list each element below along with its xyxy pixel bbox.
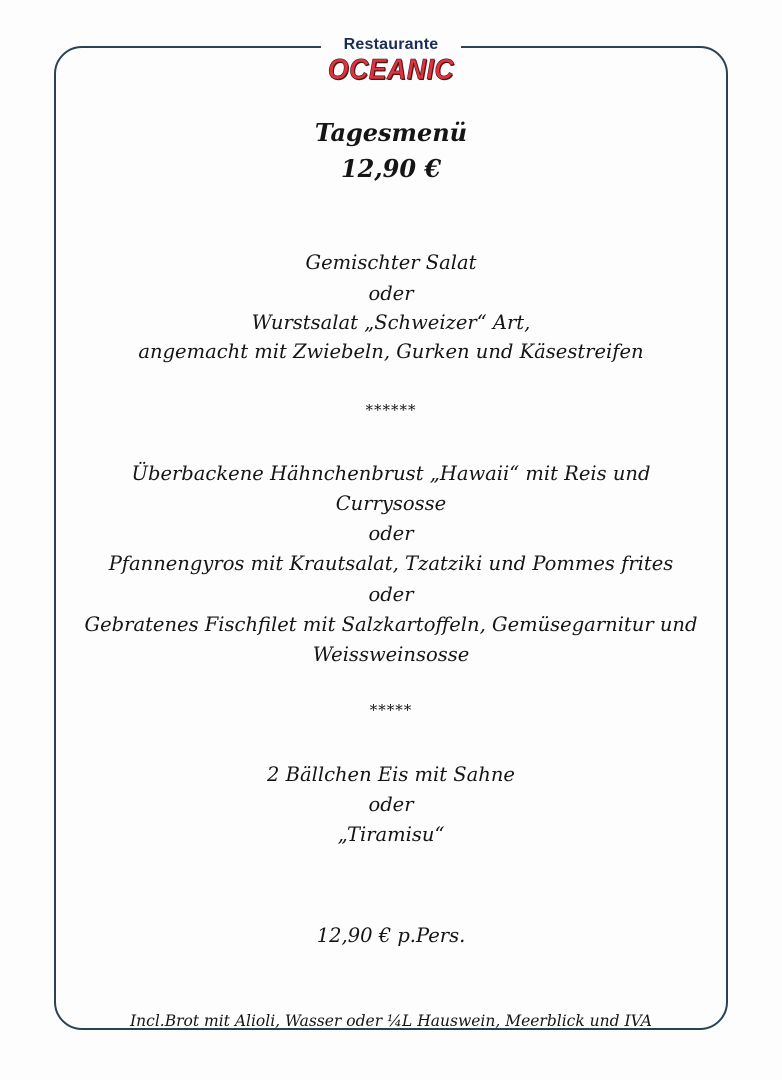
price-per-person: 12,90 € p.Pers. [316, 924, 466, 947]
dessert-option-1: 2 Bällchen Eis mit Sahne [267, 763, 515, 786]
starter-option-2: Wurstsalat „Schweizer“ Art, [251, 311, 531, 334]
main-option-3: Gebratenes Fischfilet mit Salzkartoffeln, Gemüsegarnitur und [84, 613, 698, 636]
course-separator-1: ****** [365, 401, 417, 419]
menu-price: 12,90 € [340, 154, 442, 183]
main-option-3-cont: Weissweinsosse [312, 643, 470, 666]
inclusions-footer-note: Incl.Brot mit Alioli, Wasser oder ¼L Hauswein, Meerblick und IVA [130, 1012, 652, 1030]
dessert-oder: oder [368, 793, 414, 816]
course-separator-2: ***** [369, 701, 413, 719]
main-oder-2: oder [368, 583, 414, 606]
main-option-1-cont: Currysosse [335, 492, 447, 515]
starter-option-1: Gemischter Salat [305, 251, 477, 274]
logo-restaurante-text: Restaurante [343, 36, 439, 53]
menu-title: Tagesmenü [314, 118, 468, 147]
starter-oder: oder [368, 282, 414, 305]
main-oder-1: oder [368, 522, 414, 545]
dessert-option-2: „Tiramisu“ [337, 823, 445, 846]
main-option-1: Überbackene Hähnchenbrust „Hawaii“ mit Reis und [131, 462, 651, 485]
logo-oceanic-text: OCEANIC [327, 54, 455, 86]
starter-option-2-detail: angemacht mit Zwiebeln, Gurken und Käsestreifen [138, 340, 644, 363]
main-option-2: Pfannengyros mit Krautsalat, Tzatziki und Pommes frites [108, 552, 674, 575]
restaurant-logo [321, 33, 461, 95]
